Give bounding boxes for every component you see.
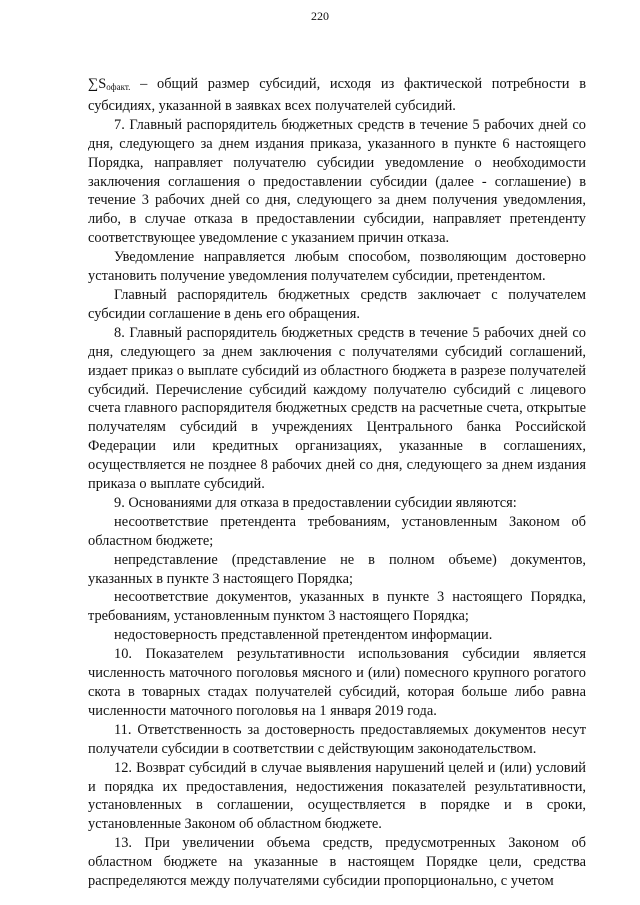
paragraph-10: 10. Показателем результативности использования субсидии является численность маточного поголовья мясного и (или) помесного крупного рогатого скота в товарных стадах получателей субсидий, которая больше либо равна численности маточного поголовья на 1 января 2019 года. xyxy=(88,646,586,719)
paragraph-11: 11. Ответственность за достоверность предоставляемых документов несут получатели субсидии в соответствии с действующим законодательством. xyxy=(88,721,586,757)
formula-subscript: офакт. xyxy=(106,82,131,92)
paragraph-agreement: Главный распорядитель бюджетных средств заключает с получателем субсидии соглашение в день его обращения. xyxy=(88,286,586,322)
paragraph-notification: Уведомление направляется любым способом, позволяющим достоверно установить получение уведомления получателем субсидии, претендентом. xyxy=(88,249,586,285)
refusal-reason-4: недостоверность представленной претендентом информации. xyxy=(114,627,493,644)
page-number: 220 xyxy=(311,9,329,23)
paragraph-13: 13. При увеличении объема средств, предусмотренных Законом об областном бюджете на указанные в настоящем Порядке цели, средства распределяются между получателями субсидии пропорционально, с учетом xyxy=(88,835,586,890)
refusal-reason-1: несоответствие претендента требованиям, установленным Законом об областном бюджете; xyxy=(88,513,586,549)
document-body xyxy=(88,75,586,891)
formula-text: – общий размер субсидий, исходя из фактической потребности в субсидиях, указанной в заявках всех получателей субсидий. xyxy=(88,76,586,114)
sum-symbol: ∑S xyxy=(88,76,107,92)
paragraph-7: 7. Главный распорядитель бюджетных средств в течение 5 рабочих дней со дня, следующего за днем издания приказа, указанного в пункте 6 настоящего Порядка, направляет получателю субсидии уведомление о необходимости заключения соглашения о предоставлении субсидии (далее - соглашение) в течение 3 рабочих дней со дня, следующего за днем получения уведомления, либо, в случае отказа в предоставлении субсидии, направляет претенденту соответствующее уведомление с указанием причин отказа. xyxy=(88,116,586,247)
formula-definition xyxy=(88,75,586,116)
refusal-reason-3: несоответствие документов, указанных в пункте 3 настоящего Порядка, требованиям, установленным пунктом 3 настоящего Порядка; xyxy=(88,589,586,625)
paragraph-12: 12. Возврат субсидий в случае выявления нарушений целей и (или) условий и порядка их предоставления, недостижения показателей результативности, установленных в соглашении, осуществляется в порядке и в сроки, установленные Законом об областном бюджете. xyxy=(88,759,586,833)
paragraph-8: 8. Главный распорядитель бюджетных средств в течение 5 рабочих дней со дня, следующего за днем заключения с получателями субсидий соглашений, издает приказ о выплате субсидий из областного бюджета в разрезе получателей субсидий. Перечисление субсидий каждому получателю субсидий с лицевого счета главного распорядителя бюджетных средств на расчетные счета, открытые получателям субсидий в учреждениях Центрального банка Российской Федерации или кредитных организациях, указанные в соглашениях, осуществляется не позднее 8 рабочих дней со дня, следующего за днем издания приказа о выплате субсидий. xyxy=(88,324,586,493)
paragraph-9: 9. Основаниями для отказа в предоставлении субсидии являются: xyxy=(114,494,517,511)
refusal-reason-2: непредставление (представление не в полном объеме) документов, указанных в пункте 3 настоящего Порядка; xyxy=(88,551,586,587)
